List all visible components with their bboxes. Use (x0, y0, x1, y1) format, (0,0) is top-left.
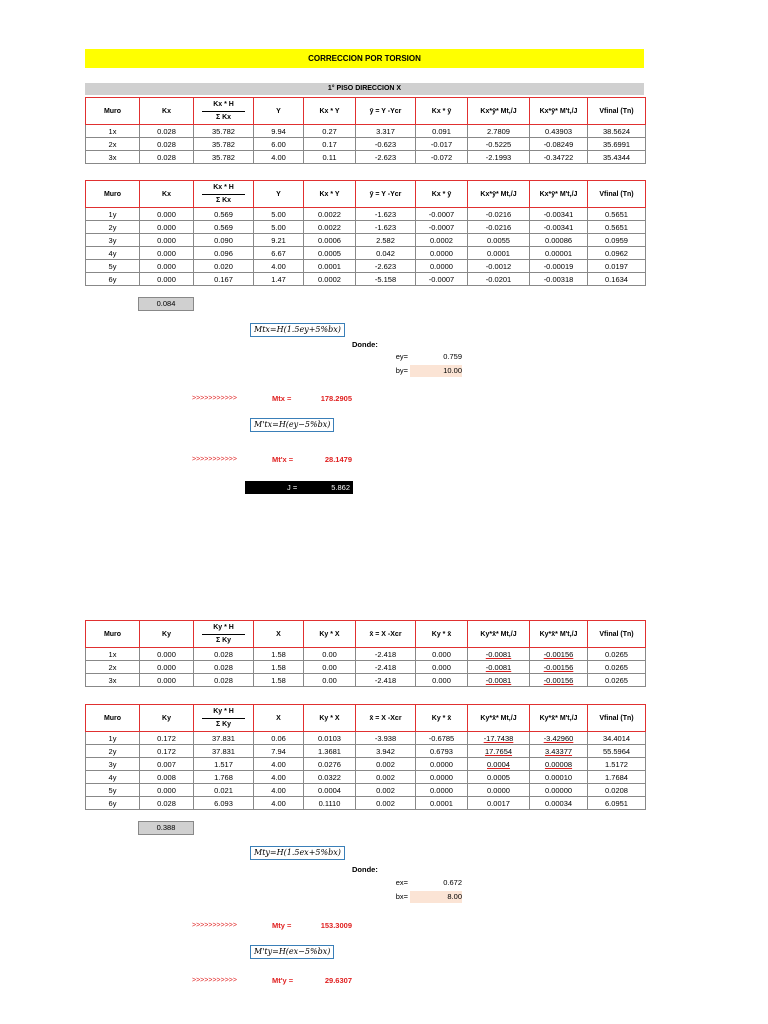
table-cell: -5.158 (356, 273, 416, 286)
table-cell: 0.00 (304, 674, 356, 687)
table-cell: -0.0007 (416, 221, 468, 234)
table-cell: 35.782 (194, 138, 254, 151)
ex-label: ex= (395, 878, 408, 887)
table-cell: 0.6793 (416, 745, 468, 758)
table-cell: -17.7438 (468, 732, 530, 745)
table-cell: 0.028 (194, 674, 254, 687)
table-row (86, 771, 646, 784)
donde-label-1: Donde: (352, 340, 378, 349)
table-cell: -0.0081 (468, 648, 530, 661)
table-cell: 0.000 (140, 247, 194, 260)
column-header: Vfinal (Tn) (588, 621, 646, 648)
table-cell: 34.4014 (588, 732, 646, 745)
table-cell: -0.00156 (530, 661, 588, 674)
table-row (86, 648, 646, 661)
header-denominator: Σ Kx (215, 196, 232, 204)
table-row (86, 784, 646, 797)
column-header: X (254, 705, 304, 732)
table-cell: -0.5225 (468, 138, 530, 151)
header-numerator: Kx * H (202, 99, 245, 112)
column-header: Y (254, 181, 304, 208)
table-cell: 3y (86, 758, 140, 771)
table-cell: 0.172 (140, 745, 194, 758)
table-cell: 0.000 (140, 784, 194, 797)
table-cell: 6.0951 (588, 797, 646, 810)
table-cell: 0.0022 (304, 208, 356, 221)
table-cell: 0.000 (416, 674, 468, 687)
header-numerator: Ky * H (202, 622, 245, 635)
table-cell: 0.0000 (416, 784, 468, 797)
column-header: Kx * ȳ (416, 98, 468, 125)
table-cell: 0.0022 (304, 221, 356, 234)
table-cell: 5.00 (254, 208, 304, 221)
table-cell: 37.831 (194, 745, 254, 758)
header-denominator: Σ Kx (215, 113, 232, 121)
arrow-marker-mpty: >>>>>>>>>>> (192, 977, 237, 984)
table-cell: 0.002 (356, 784, 416, 797)
table-cell: 0.000 (140, 273, 194, 286)
column-header: Ky*x̄* Mt,/J (468, 705, 530, 732)
table-row (86, 247, 646, 260)
table-cell: 0.0001 (304, 260, 356, 273)
table-cell: 0.0197 (588, 260, 646, 273)
table-cell: 6.093 (194, 797, 254, 810)
table-cell: 0.028 (140, 138, 194, 151)
table-cell: 35.782 (194, 151, 254, 164)
table-row (86, 797, 646, 810)
header-fraction (194, 181, 254, 208)
table-cell: 0.000 (140, 260, 194, 273)
table-cell: 0.0004 (468, 758, 530, 771)
table-cell: 0.00001 (530, 247, 588, 260)
table-cell: 0.00010 (530, 771, 588, 784)
table-cell: 9.21 (254, 234, 304, 247)
column-header: Vfinal (Tn) (588, 705, 646, 732)
table-cell: 0.0001 (416, 797, 468, 810)
table-cell: 0.091 (416, 125, 468, 138)
mtx-value: 178.2905 (320, 394, 352, 403)
table-cell: 4y (86, 771, 140, 784)
column-header: Kx*ȳ* Mt,/J (468, 181, 530, 208)
table-cell: 4.00 (254, 771, 304, 784)
j-label: J = (287, 483, 298, 492)
table-cell: -0.00156 (530, 648, 588, 661)
table-cell: 0.028 (140, 125, 194, 138)
column-header: Ky*x̄* Mt,/J (468, 621, 530, 648)
table-cell: 0.042 (356, 247, 416, 260)
column-header: Muro (86, 621, 140, 648)
table-y-walls-y (85, 704, 646, 810)
table-cell: 0.0002 (416, 234, 468, 247)
formula-mpty: M'ty=H(ex−5%bx) (250, 945, 334, 959)
arrow-marker-mty: >>>>>>>>>>> (192, 922, 237, 929)
table-cell: 3x (86, 151, 140, 164)
table-cell: 5y (86, 784, 140, 797)
table-cell: 4.00 (254, 151, 304, 164)
table-cell: 0.0000 (468, 784, 530, 797)
column-header: Ky * X (304, 621, 356, 648)
table-cell: 3y (86, 234, 140, 247)
table-cell: -0.00341 (530, 208, 588, 221)
table-cell: 0.028 (140, 151, 194, 164)
column-header: Muro (86, 705, 140, 732)
sum-ky-cell: 0.388 (138, 821, 194, 835)
table-cell: 0.0004 (304, 784, 356, 797)
table-cell: 0.5651 (588, 221, 646, 234)
header-numerator: Kx * H (202, 182, 245, 195)
ey-value: 0.759 (443, 352, 462, 361)
column-header: Muro (86, 98, 140, 125)
table-cell: -3.938 (356, 732, 416, 745)
table-cell: -0.072 (416, 151, 468, 164)
column-header: ȳ = Y -Ycr (356, 98, 416, 125)
table-cell: 0.000 (140, 661, 194, 674)
table-cell: 1.58 (254, 648, 304, 661)
section-subtitle: 1° PISO DIRECCION X (85, 83, 644, 95)
table-cell: 35.6991 (588, 138, 646, 151)
table-cell: 0.0017 (468, 797, 530, 810)
table-cell: 0.096 (194, 247, 254, 260)
table-cell: 0.0959 (588, 234, 646, 247)
table-cell: 0.028 (194, 661, 254, 674)
table-cell: -2.623 (356, 151, 416, 164)
table-cell: 0.008 (140, 771, 194, 784)
table-cell: 0.090 (194, 234, 254, 247)
table-cell: 0.0276 (304, 758, 356, 771)
page-title: CORRECCION POR TORSION (85, 49, 644, 68)
table-cell: 1.7684 (588, 771, 646, 784)
table-cell: 0.00000 (530, 784, 588, 797)
mpty-value: 29.6307 (324, 976, 352, 985)
table-cell: 0.0000 (416, 260, 468, 273)
table-cell: 6y (86, 797, 140, 810)
table-cell: 2x (86, 138, 140, 151)
column-header: Ky (140, 621, 194, 648)
table-cell: 0.0208 (588, 784, 646, 797)
table-cell: 0.0265 (588, 661, 646, 674)
table-cell: -0.08249 (530, 138, 588, 151)
table-row (86, 674, 646, 687)
table-cell: 1.517 (194, 758, 254, 771)
table-header-row (86, 181, 646, 208)
table-cell: -0.00156 (530, 674, 588, 687)
table-cell: 0.5651 (588, 208, 646, 221)
table-cell: 1.768 (194, 771, 254, 784)
table-cell: 0.00034 (530, 797, 588, 810)
table-cell: 4.00 (254, 797, 304, 810)
table-cell: 2.582 (356, 234, 416, 247)
table-cell: -0.0216 (468, 208, 530, 221)
table-cell: -0.623 (356, 138, 416, 151)
table-cell: 0.000 (140, 208, 194, 221)
table-cell: 4y (86, 247, 140, 260)
table-cell: 0.000 (416, 661, 468, 674)
table-cell: 9.94 (254, 125, 304, 138)
table-cell: -2.623 (356, 260, 416, 273)
table-row (86, 758, 646, 771)
table-cell: -0.6785 (416, 732, 468, 745)
formula-mptx: M'tx=H(ey−5%bx) (250, 418, 334, 432)
table-cell: 0.1110 (304, 797, 356, 810)
table-x-walls-x (85, 97, 646, 164)
table-cell: 1.58 (254, 661, 304, 674)
table-cell: 0.007 (140, 758, 194, 771)
table-cell: -0.00341 (530, 221, 588, 234)
table-cell: 0.0005 (468, 771, 530, 784)
mty-label: Mty = (272, 921, 292, 930)
table-cell: 0.0962 (588, 247, 646, 260)
column-header: Kx * Y (304, 98, 356, 125)
header-denominator: Σ Ky (215, 720, 232, 728)
table-cell: 2y (86, 745, 140, 758)
column-header: x̄ = X -Xcr (356, 705, 416, 732)
table-cell: 0.0103 (304, 732, 356, 745)
table-cell: -0.0081 (468, 661, 530, 674)
table-cell: 0.00086 (530, 234, 588, 247)
table-cell: 1x (86, 125, 140, 138)
ey-label: ey= (395, 352, 408, 361)
table-cell: 6.67 (254, 247, 304, 260)
table-cell: 4.00 (254, 758, 304, 771)
table-row (86, 260, 646, 273)
table-cell: 0.0002 (304, 273, 356, 286)
header-denominator: Σ Ky (215, 636, 232, 644)
column-header: Vfinal (Tn) (588, 181, 646, 208)
mptx-value: 28.1479 (324, 455, 352, 464)
table-cell: -3.42960 (530, 732, 588, 745)
column-header: Kx (140, 98, 194, 125)
table-cell: 55.5964 (588, 745, 646, 758)
table-cell: 6y (86, 273, 140, 286)
table-cell: -2.418 (356, 674, 416, 687)
mptx-label: Mt'x = (272, 455, 294, 464)
header-fraction (194, 98, 254, 125)
table-cell: 0.0006 (304, 234, 356, 247)
donde-label-2: Donde: (352, 865, 378, 874)
table-cell: 0.569 (194, 208, 254, 221)
column-header: Ky*x̄* M't,/J (530, 621, 588, 648)
table-cell: 35.4344 (588, 151, 646, 164)
table-cell: 38.5624 (588, 125, 646, 138)
table-cell: 0.0001 (468, 247, 530, 260)
mty-value: 153.3009 (320, 921, 352, 930)
table-header-row (86, 98, 646, 125)
table-row (86, 234, 646, 247)
table-cell: 2.7809 (468, 125, 530, 138)
table-cell: 1.47 (254, 273, 304, 286)
table-cell: 0.0322 (304, 771, 356, 784)
table-cell: 0.0265 (588, 648, 646, 661)
column-header: X (254, 621, 304, 648)
table-cell: 0.00 (304, 648, 356, 661)
table-cell: -0.017 (416, 138, 468, 151)
table-cell: 4.00 (254, 260, 304, 273)
table-cell: 0.028 (140, 797, 194, 810)
table-cell: -2.1993 (468, 151, 530, 164)
table-cell: -0.0007 (416, 208, 468, 221)
table-cell: 1.3681 (304, 745, 356, 758)
table-cell: 1y (86, 208, 140, 221)
table-cell: 4.00 (254, 784, 304, 797)
table-row (86, 745, 646, 758)
table-row (86, 273, 646, 286)
table-cell: 0.020 (194, 260, 254, 273)
table-cell: -0.0012 (468, 260, 530, 273)
table-cell: 0.0000 (416, 771, 468, 784)
table-cell: 0.569 (194, 221, 254, 234)
column-header: Ky*x̄* M't,/J (530, 705, 588, 732)
table-cell: 1x (86, 648, 140, 661)
column-header: Ky * x̄ (416, 705, 468, 732)
table-cell: 0.06 (254, 732, 304, 745)
column-header: ȳ = Y -Ycr (356, 181, 416, 208)
table-cell: 0.000 (140, 221, 194, 234)
table-header-row (86, 705, 646, 732)
bx-value[interactable]: 8.00 (410, 891, 462, 903)
table-cell: 0.000 (416, 648, 468, 661)
table-cell: 17.7654 (468, 745, 530, 758)
table-cell: 0.43903 (530, 125, 588, 138)
table-cell: 0.000 (140, 674, 194, 687)
table-row (86, 138, 646, 151)
table-cell: 3x (86, 674, 140, 687)
table-cell: 0.002 (356, 797, 416, 810)
column-header: Y (254, 98, 304, 125)
table-cell: 0.17 (304, 138, 356, 151)
table-cell: 6.00 (254, 138, 304, 151)
table-cell: 1y (86, 732, 140, 745)
table-cell: -0.0201 (468, 273, 530, 286)
j-box (245, 481, 353, 494)
table-cell: 0.0000 (416, 758, 468, 771)
bx-label: bx= (395, 892, 408, 901)
table-cell: 0.021 (194, 784, 254, 797)
table-cell: -0.0216 (468, 221, 530, 234)
table-cell: 0.00008 (530, 758, 588, 771)
table-cell: 0.000 (140, 234, 194, 247)
j-value: 5.862 (331, 483, 350, 492)
column-header: x̄ = X -Xcr (356, 621, 416, 648)
table-cell: 0.1634 (588, 273, 646, 286)
table-cell: 3.942 (356, 745, 416, 758)
table-cell: 0.167 (194, 273, 254, 286)
table-cell: 3.317 (356, 125, 416, 138)
table-cell: 0.0005 (304, 247, 356, 260)
mpty-label: Mt'y = (272, 976, 294, 985)
table-row (86, 221, 646, 234)
table-row (86, 661, 646, 674)
table-row (86, 732, 646, 745)
table-cell: 0.27 (304, 125, 356, 138)
table-row (86, 151, 646, 164)
table-cell: 5.00 (254, 221, 304, 234)
table-cell: 0.0055 (468, 234, 530, 247)
table-cell: 0.002 (356, 758, 416, 771)
table-cell: -1.623 (356, 208, 416, 221)
table-cell: 5y (86, 260, 140, 273)
formula-mtx: Mtx=H(1.5ey+5%bx) (250, 323, 345, 337)
by-value[interactable]: 10.00 (410, 365, 462, 377)
column-header: Muro (86, 181, 140, 208)
table-cell: 1.5172 (588, 758, 646, 771)
table-header-row (86, 621, 646, 648)
header-numerator: Ky * H (202, 706, 245, 719)
table-cell: 7.94 (254, 745, 304, 758)
table-cell: 0.000 (140, 648, 194, 661)
table-cell: 35.782 (194, 125, 254, 138)
column-header: Vfinal (Tn) (588, 98, 646, 125)
table-cell: 2x (86, 661, 140, 674)
table-cell: 0.11 (304, 151, 356, 164)
table-cell: 0.172 (140, 732, 194, 745)
table-cell: 0.00 (304, 661, 356, 674)
table-cell: 2y (86, 221, 140, 234)
column-header: Ky (140, 705, 194, 732)
column-header: Kx * Y (304, 181, 356, 208)
table-y-walls-x (85, 620, 646, 687)
header-fraction (194, 705, 254, 732)
column-header: Kx*ȳ* M't,/J (530, 181, 588, 208)
arrow-marker-mtx: >>>>>>>>>>> (192, 395, 237, 402)
table-cell: -0.00019 (530, 260, 588, 273)
table-row (86, 208, 646, 221)
column-header: Kx * ȳ (416, 181, 468, 208)
sum-kx-cell: 0.084 (138, 297, 194, 311)
table-cell: -1.623 (356, 221, 416, 234)
table-x-walls-y (85, 180, 646, 286)
table-cell: -0.0081 (468, 674, 530, 687)
table-cell: 37.831 (194, 732, 254, 745)
table-cell: 3.43377 (530, 745, 588, 758)
header-fraction (194, 621, 254, 648)
formula-mty: Mty=H(1.5ex+5%bx) (250, 846, 345, 860)
table-cell: -0.00318 (530, 273, 588, 286)
column-header: Kx*ȳ* Mt,/J (468, 98, 530, 125)
column-header: Kx*ȳ* M't,/J (530, 98, 588, 125)
table-row (86, 125, 646, 138)
table-cell: 0.028 (194, 648, 254, 661)
table-cell: -0.34722 (530, 151, 588, 164)
ex-value: 0.672 (443, 878, 462, 887)
table-cell: 0.002 (356, 771, 416, 784)
table-cell: 0.0265 (588, 674, 646, 687)
table-cell: -2.418 (356, 661, 416, 674)
mtx-label: Mtx = (272, 394, 292, 403)
column-header: Ky * X (304, 705, 356, 732)
by-label: by= (395, 366, 408, 375)
table-cell: 1.58 (254, 674, 304, 687)
column-header: Kx (140, 181, 194, 208)
table-cell: 0.0000 (416, 247, 468, 260)
table-cell: -2.418 (356, 648, 416, 661)
table-cell: -0.0007 (416, 273, 468, 286)
arrow-marker-mptx: >>>>>>>>>>> (192, 456, 237, 463)
column-header: Ky * x̄ (416, 621, 468, 648)
